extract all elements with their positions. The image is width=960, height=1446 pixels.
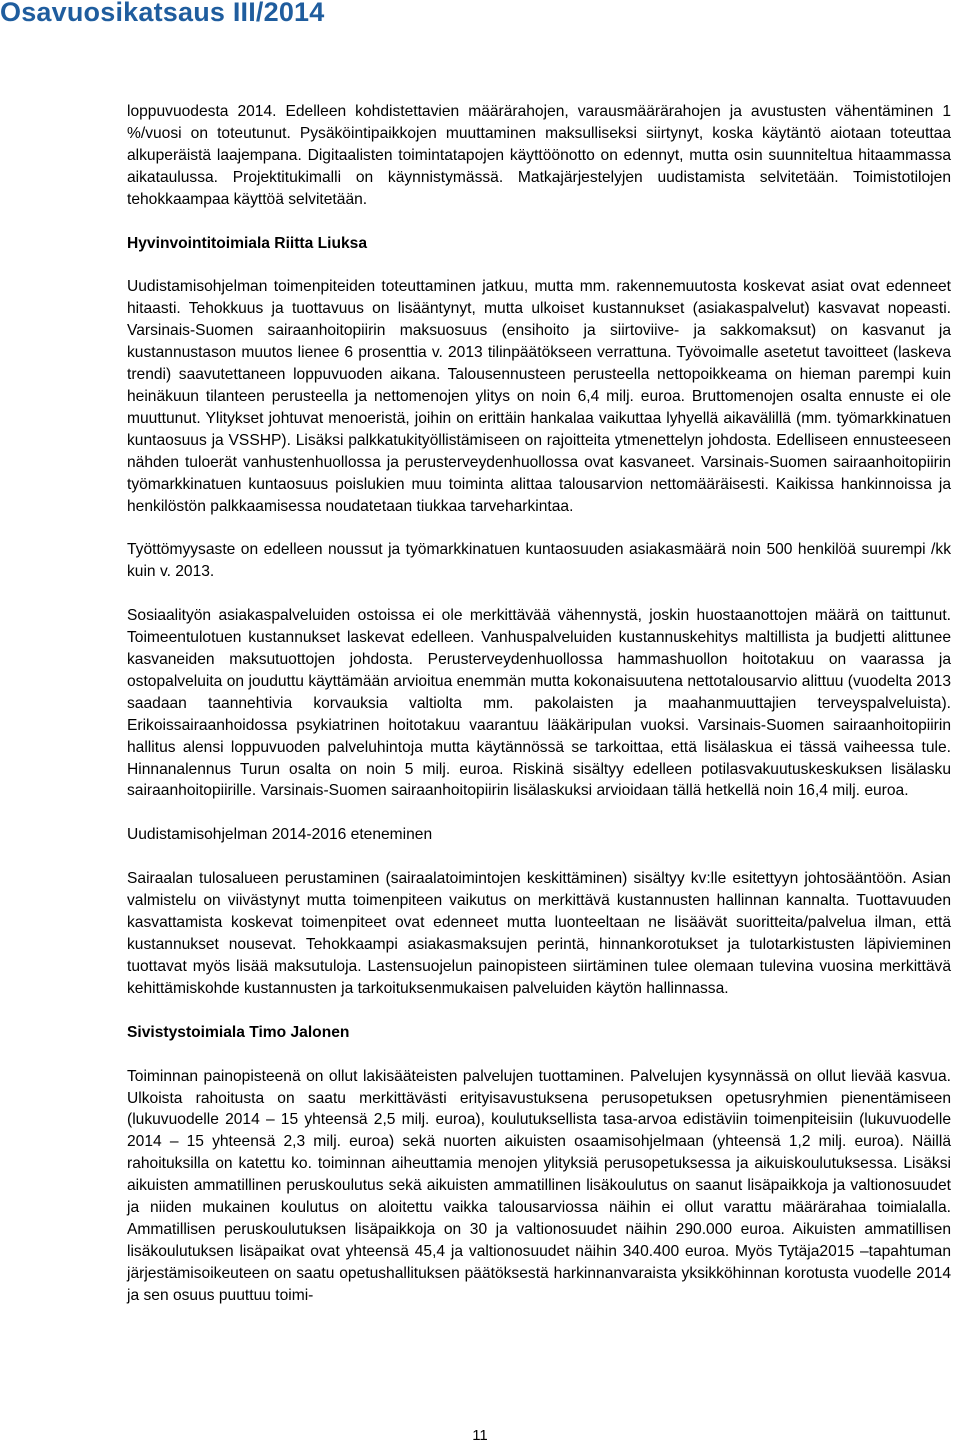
page-number: 11 (472, 1427, 488, 1444)
paragraph-tyottomyys: Työttömyysaste on edelleen noussut ja työmarkkinatuen kuntaosuuden asiakasmäärä noin 500 henkilöä suurempi /kk kuin v. 2013. (127, 541, 951, 581)
subheading-uudistamisohjelma: Uudistamisohjelman 2014-2016 eteneminen (127, 826, 433, 844)
section-heading-sivistys: Sivistystoimiala Timo Jalonen (127, 1023, 350, 1041)
paragraph-sosiaalityo: Sosiaalityön asiakaspalveluiden ostoissa ei ole merkittävää vähennystä, joskin huostaanottojen määrä on taittunut. Toimeentulotuen kustannukset laskevat edelleen. Vanhuspalveluiden kustannuskehitys maltillista ja budjetti alittunee kasvaneiden maksutuottojen johdosta. Perusterveydenhuollossa hammashuollon hoitotakuu on vaarassa ja ostopalveluita on jouduttu käyttämään arvioitua enemmän mutta kokonaisuutena nettotalousarvio alittuu (vuodelta 2013 saadaan taannehtivia korvauksia valtiolta mm. pakolaisten ja maahanmuuttajien terveyspalveluista). Erikoissairaanhoidossa psykiatrinen hoitotakuu vaarantuu lääkäripulan vuoksi. Varsinais-Suomen sairaanhoitopiirin hallitus alensi loppuvuoden palveluhintoja mutta käytännössä se tarkoittaa, että lisälaskua ei tässä vaiheessa tule. Hinnanalennus Turun osalta on noin 5 milj. euroa. Riskinä sisältyy edelleen potilasvakuutuskeskuksen lisälasku sairaanhoitopiirille. Varsinais-Suomen sairaanhoitopiirin lisälaskuksi arvioidaan tällä hetkellä noin 16,4 milj. euroa. (127, 607, 951, 800)
document-body (127, 101, 951, 1329)
paragraph-sivistys: Toiminnan painopisteenä on ollut lakisääteisten palvelujen tuottaminen. Palvelujen kysynnässä on ollut lievää kasvua. Ulkoista rahoitusta on saatu merkittävästi erityisavustuksena perusopetuksen opetusryhmien pienentämiseen (lukuvuodelle 2014 – 15 yhteensä 2,5 milj. euroa), koulutuksellista tasa-arvoa edistäviin toimenpiteisiin (lukuvuodelle 2014 – 15 yhteensä 2,3 milj. euroa) sekä nuorten aikuisten osaamisohjelmaan (yhteensä 1,2 milj. euroa). Näillä rahoituksilla on katettu ko. toiminnan aiheuttamia menojen ylityksiä perusopetuksessa ja aikuiskoulutuksessa. Lisäksi aikuisten ammatillinen peruskoulutus sekä aikuisten ammatillinen lisäkoulutus on saanut lisäpaikkoja ja valtionosuudet ja niiden mukainen koulutus on aloitettu vaikka talousarviossa näihin ei ollut varattu määrärahaa toimialalla. Ammatillisen peruskoulutuksen lisäpaikkoja on 30 ja valtionosuudet näihin 290.000 euroa. Aikuisten ammatillisen lisäkoulutuksen lisäpaikat ovat yhteensä 45,4 ja valtionosuudet näihin 340.400 euroa. Myös Tytäja2015 –tapahtuman järjestämisoikeuteen on saatu opetushallituksen päätöksestä harkinnanvaraista yksikköhinnan korotusta vuodelle 2014 ja sen osuus puuttuu toimi- (127, 1067, 951, 1304)
section-heading-hyvinvointi: Hyvinvointitoimiala Riitta Liuksa (127, 234, 368, 252)
paragraph-continued: loppuvuodesta 2014. Edelleen kohdistettavien määrärahojen, varausmäärärahojen ja avustusten vähentäminen 1 %/vuosi on toteutunut. Pysäköintipaikkojen muuttaminen maksulliseksi siirtynyt, koska käytäntö aiotaan toteuttaa alkuperäistä laajempana. Digitaalisten toimintatapojen käyttöönotto on edennyt, mutta osin suunniteltua hitaammassa aikataulussa. Projektitukimalli on käynnistymässä. Matkajärjestelyjen uudistamista selvitetään. Toimistotilojen tehokkaampaa käyttöä selvitetään. (127, 103, 951, 208)
paragraph-hyvinvointi-summary: Uudistamisohjelman toimenpiteiden toteuttaminen jatkuu, mutta mm. rakennemuutosta koskevat asiat ovat edenneet hitaasti. Tehokkuus ja tuottavuus on lisääntynyt, mutta ulkoiset kustannukset (asiakaspalvelut) kasvavat nopeasti. Varsinais-Suomen sairaanhoitopiirin maksuosuus (ensihoito ja siirtoviive- ja sakkomaksut) on kasvanut ja kustannustason muutos lienee 6 prosenttia v. 2013 tilinpäätökseen verrattuna. Työvoimalle asetetut tavoitteet (laskeva trendi) saavutettaneen loppuvuoden aikana. Talousennusteen perusteella nettopoikkeama on hieman parempi kuin heinäkuun tilanteen perusteella ja nettomenojen ylitys on noin 6,4 milj. euroa. Bruttomenojen osalta ennuste ei ole muuttunut. Ylitykset johtuvat menoeristä, joihin on erittäin hankalaa vaikuttaa lyhyellä aikavälillä (mm. työmarkkinatuen kuntaosuus ja VSSHP). Lisäksi palkkatukityöllistämiseen on rajoitteita ytmenettelyn johdosta. Edelliseen ennusteeseen nähden tuloerät vanhustenhuollossa ja perusterveydenhuollossa ovat kasvaneet. Varsinais-Suomen sairaanhoitopiirin työmarkkinatuen kuntaosuus poislukien muu toiminta alittaa talousarvion nettomääräisesti. Kaikissa hankinnoissa ja henkilöstön palkkaamisessa noudatetaan tiukkaa tarveharkintaa. (127, 278, 951, 515)
paragraph-uudistamisohjelma: Sairaalan tulosalueen perustaminen (sairaalatoimintojen keskittäminen) sisältyy kv:lle esitettyyn johtosääntöön. Asian valmistelu on viivästynyt mutta toimenpiteen vaikutus on merkittävä kustannusten hallinnan kannalta. Tuottavuuden kasvattamista koskevat toimenpiteet ovat edenneet mutta luonteeltaan ne lisäävät suoritteita/palvelua ilman, että kustannukset nousevat. Tehokkaampi asiakasmaksujen perintä, hinnankorotukset ja tulotarkistusten läpivieminen tuottavat myös lisää maksutuloja. Lastensuojelun painopisteen siirtäminen tulee olemaan tulevina vuosina merkittävä kehittämiskohde kustannusten ja tarkoituksenmukaisen palveluiden käytön hallinnassa. (127, 870, 951, 997)
report-title: Osavuosikatsaus III/2014 (0, 0, 325, 27)
page-header (0, 0, 960, 50)
